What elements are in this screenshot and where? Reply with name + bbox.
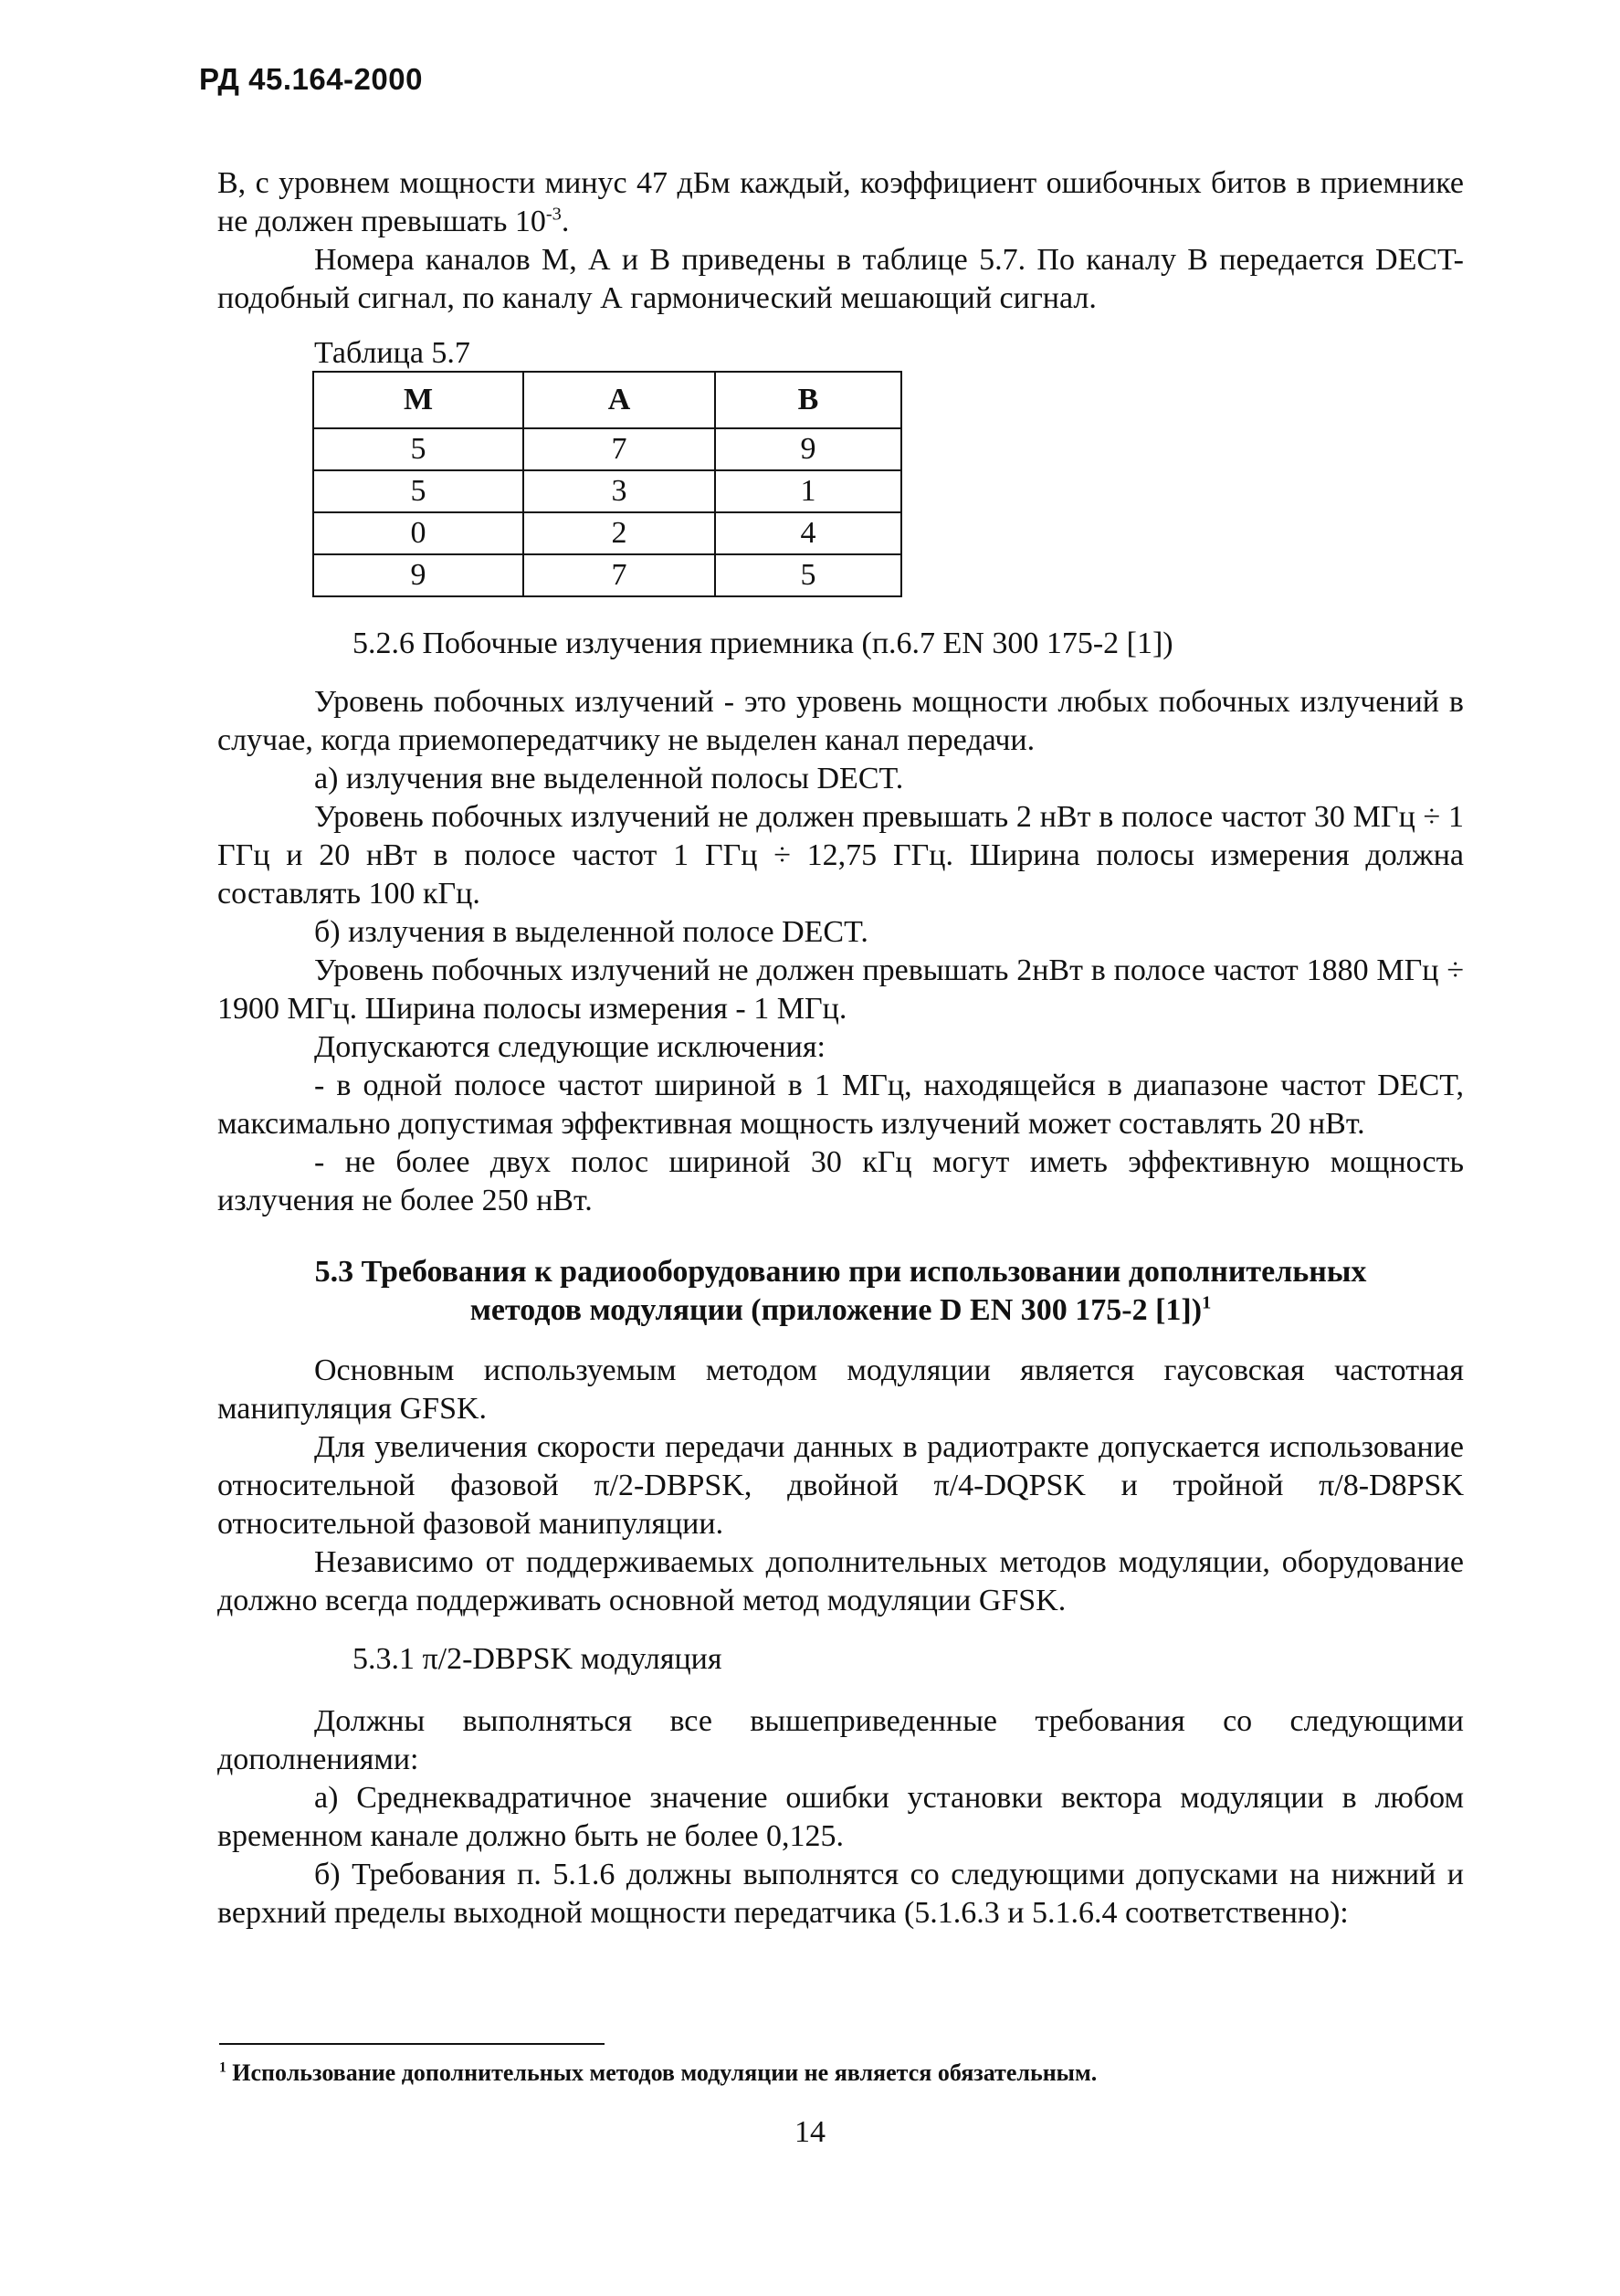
table-row (313, 470, 901, 512)
channel-table (312, 371, 902, 597)
table-row (313, 554, 901, 596)
paragraph-ber (217, 164, 1464, 241)
table-cell: 1 (715, 470, 901, 512)
exception-2: - не более двух полос шириной 30 кГц могут иметь эффективную мощность излучения не более 250 нВт. (217, 1145, 1464, 1217)
table-header-row (313, 372, 901, 428)
footnote-text: Использование дополнительных методов модуляции не является обязательным. (232, 2059, 1098, 2086)
footnote-marker: 1 (219, 2059, 226, 2076)
exception-1: - в одной полосе частот шириной в 1 МГц, находящейся в диапазоне частот DECT, максимально допустимая эффективная мощность излучений может составлять 20 нВт. (217, 1069, 1464, 1141)
section-5-3-title-text: методов модуляции (приложение D EN 300 175-2 [1]) (469, 1293, 1203, 1327)
table-cell: 7 (523, 554, 715, 596)
paragraph-channels: Номера каналов М, А и В приведены в таблице 5.7. По каналу В передается DECT-подобный сигнал, по каналу А гармонический мешающий сигнал. (217, 243, 1464, 315)
item-rms-error: а) Среднеквадратичное значение ошибки установки вектора модуляции в любом временном канале должно быть не более 0,125. (217, 1781, 1464, 1853)
paragraph-gfsk-mandatory: Независимо от поддерживаемых дополнительных методов модуляции, оборудование должно всегда поддерживать основной метод модуляции GFSK. (217, 1545, 1464, 1617)
footnote (219, 2059, 1461, 2088)
table-row (313, 512, 901, 554)
footnote-ref: 1 (1202, 1292, 1212, 1313)
table-cell: 3 (523, 470, 715, 512)
table-cell: 9 (313, 554, 523, 596)
paragraph-psk-methods: Для увеличения скорости передачи данных в радиотракте допускается использование относительной фазовой π/2-DBPSK, двойной π/4-DQPSK и тройной π/8-D8PSK относительной фазовой манипуляции. (217, 1430, 1464, 1541)
exceptions-intro: Допускаются следующие исключения: (314, 1030, 826, 1064)
item-power-tolerance: б) Требования п. 5.1.6 должны выполнятся со следующими допусками на нижний и верхний пределы выходной мощности передатчика (5.1.6.3 и 5.1.6.4 соответственно): (217, 1858, 1464, 1930)
table-row (313, 428, 901, 470)
paragraph-gfsk: Основным используемым методом модуляции является гаусовская частотная манипуляция GFSK. (217, 1353, 1464, 1426)
paragraph-spurious-definition: Уровень побочных излучений - это уровень мощности любых побочных излучений в случае, когда приемопередатчику не выделен канал передачи. (217, 685, 1464, 757)
table-cell: 5 (715, 554, 901, 596)
table-cell: 5 (313, 470, 523, 512)
item-a-title: а) излучения вне выделенной полосы DECT. (314, 762, 904, 795)
table-caption: Таблица 5.7 (314, 336, 470, 370)
table-cell: 2 (523, 512, 715, 554)
section-5-2-6-heading: 5.2.6 Побочные излучения приемника (п.6.7 EN 300 175-2 [1]) (352, 627, 1173, 660)
table-cell: 7 (523, 428, 715, 470)
item-b-text: Уровень побочных излучений не должен превышать 2нВт в полосе частот 1880 МГц ÷ 1900 МГц. Ширина полосы измерения - 1 МГц. (217, 953, 1464, 1026)
paragraph-ber-text: В, с уровнем мощности минус 47 дБм каждый, коэффициент ошибочных битов в приемнике не должен превышать 10 (217, 166, 1464, 238)
column-header-a: А (523, 372, 715, 428)
column-header-m: М (313, 372, 523, 428)
table-cell: 9 (715, 428, 901, 470)
item-a-text: Уровень побочных излучений не должен превышать 2 нВт в полосе частот 30 МГц ÷ 1 ГГц и 20 нВт в полосе частот 1 ГГц ÷ 12,75 ГГц. Ширина полосы измерения должна составлять 100 кГц. (217, 800, 1464, 911)
page-number: 14 (794, 2115, 826, 2149)
section-5-3-title-line1: 5.3 Требования к радиооборудованию при использовании дополнительных (314, 1255, 1367, 1289)
paragraph-ber-end: . (561, 205, 570, 238)
document-header: РД 45.164-2000 (199, 62, 423, 96)
footnote-divider (219, 2043, 605, 2045)
section-5-3-1-heading: 5.3.1 π/2-DBPSK модуляция (352, 1642, 722, 1676)
paragraph-requirements: Должны выполняться все вышеприведенные требования со следующими дополнениями: (217, 1704, 1464, 1776)
item-b-title: б) излучения в выделенной полосе DECT. (314, 915, 868, 949)
column-header-b: В (715, 372, 901, 428)
exponent: -3 (545, 204, 562, 225)
table-cell: 5 (313, 428, 523, 470)
table-cell: 0 (313, 512, 523, 554)
table-cell: 4 (715, 512, 901, 554)
section-5-3-title-line2 (217, 1291, 1464, 1330)
